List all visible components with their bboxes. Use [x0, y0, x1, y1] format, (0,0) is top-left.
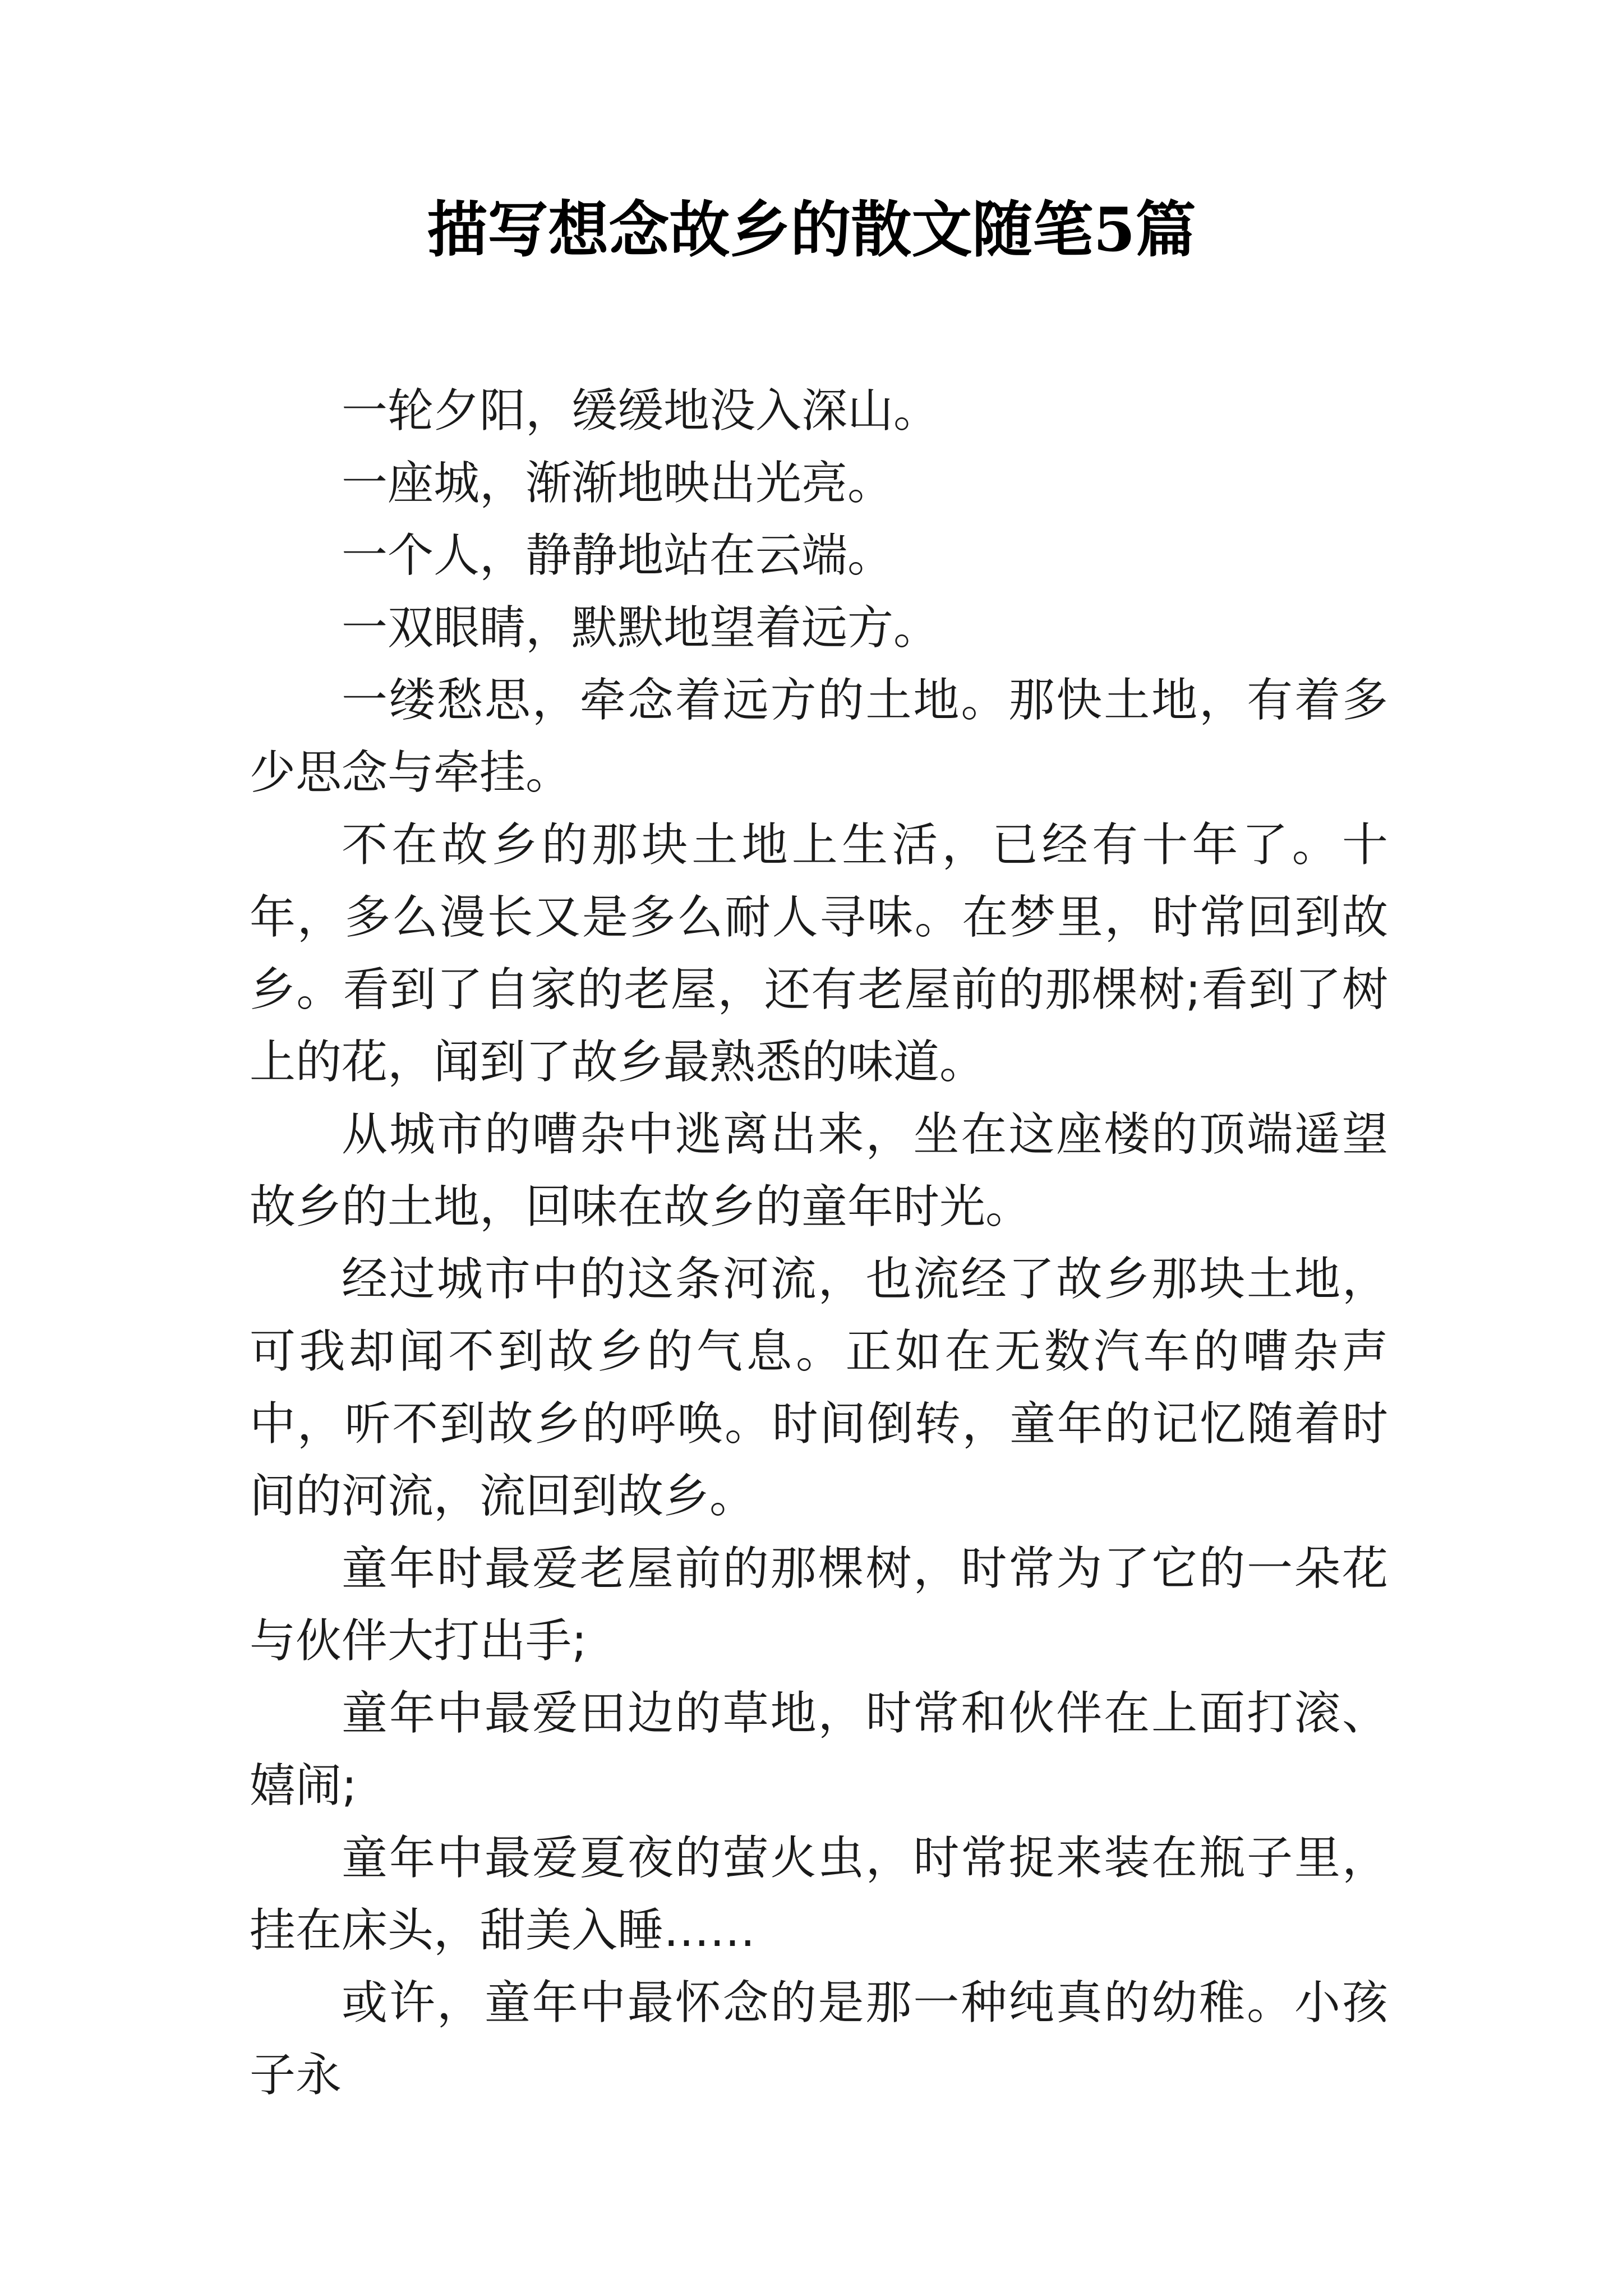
paragraph: 不在故乡的那块土地上生活，已经有十年了。十年，多么漫长又是多么耐人寻味。在梦里，时常回到故乡。看到了自家的老屋，还有老屋前的那棵树;看到了树上的花，闻到了故乡最熟悉的味道。	[250, 818, 1388, 1089]
paragraph: 从城市的嘈杂中逃离出来，坐在这座楼的顶端遥望故乡的土地，回味在故乡的童年时光。	[250, 1108, 1388, 1234]
paragraph: 童年中最爱田边的草地，时常和伙伴在上面打滚、嬉闹;	[250, 1687, 1388, 1812]
paragraph: 童年时最爱老屋前的那棵树，时常为了它的一朵花与伙伴大打出手;	[250, 1542, 1388, 1668]
paragraph: 或许，童年中最怀念的是那一种纯真的幼稚。小孩子永	[250, 1976, 1388, 2102]
paragraph: 一个人，静静地站在云端。	[342, 529, 894, 582]
paragraph: 经过城市中的这条河流，也流经了故乡那块土地，可我却闻不到故乡的气息。正如在无数汽车的嘈杂声中，听不到故乡的呼唤。时间倒转，童年的记忆随着时间的河流，流回到故乡。	[250, 1253, 1388, 1523]
paragraph: 一轮夕阳，缓缓地没入深山。	[342, 384, 940, 438]
paragraph: 童年中最爱夏夜的萤火虫，时常捉来装在瓶子里，挂在床头，甜美入睡……	[250, 1832, 1388, 1957]
paragraph: 一座城，渐渐地映出光亮。	[342, 457, 894, 510]
paragraph: 一双眼睛，默默地望着远方。	[342, 601, 940, 655]
document-body	[250, 375, 1388, 2111]
paragraph: 一缕愁思，牵念着远方的土地。那快土地，有着多少思念与牵挂。	[250, 674, 1388, 799]
document-title: 描写想念故乡的散文随笔5篇	[427, 195, 1196, 265]
